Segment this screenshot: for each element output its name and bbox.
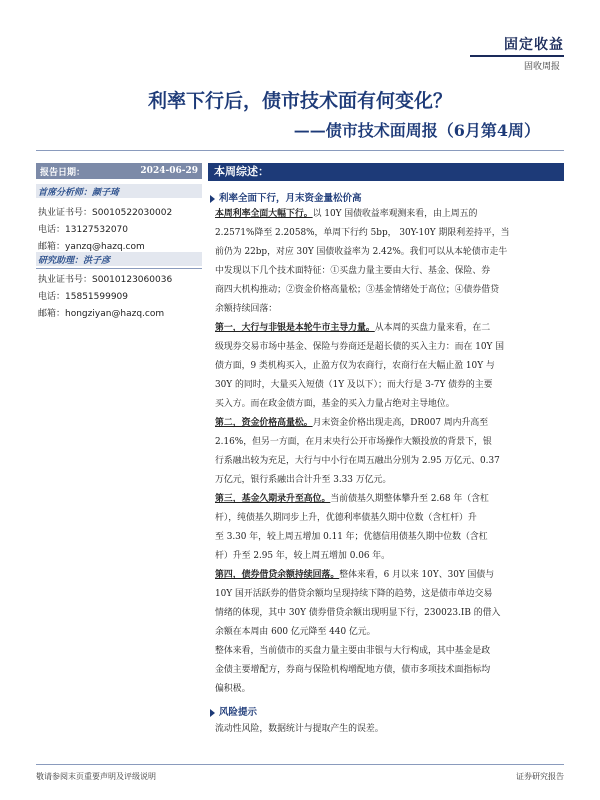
contact-divider <box>36 268 202 269</box>
paragraph-fourth <box>215 566 551 642</box>
footer-report-type: 证券研究报告 <box>516 772 564 781</box>
para-line: 30Y 的同时，大量买入短债（1Y 及以下）；而大行是 3-7Y 债券的主要 <box>215 380 493 390</box>
para-line <box>215 566 551 585</box>
para-line: 余额持续回落： <box>215 304 278 314</box>
footer-rule <box>36 764 564 765</box>
para-text: 当前债基久期整体攀升至 2.68 年（含杠 <box>330 494 489 504</box>
report-date-label: 报告日期： <box>40 167 86 178</box>
paragraph-overview <box>215 205 551 319</box>
para-line: 整体来看，当前债市的买盘力量主要由非银与大行构成，其中基金是政 <box>215 646 491 656</box>
page-subtitle: ——债市技术面周报（6月第4周） <box>293 121 540 140</box>
analyst-name: 颜子琦 <box>92 188 120 198</box>
bullet-risk <box>210 704 257 718</box>
header-rule <box>470 55 564 57</box>
paragraph-second <box>215 414 551 490</box>
bullet-risk-text: 风险提示 <box>219 707 258 718</box>
analyst-phone-value: 13127532070 <box>65 225 129 235</box>
assistant-email-link[interactable]: hongziyan@hazq.com <box>65 309 165 319</box>
para-lead: 本周利率全面大幅下行。 <box>215 209 313 219</box>
report-subcategory: 固收周报 <box>523 62 560 72</box>
assistant-role <box>38 253 110 266</box>
para-text: 整体来看，6 月以来 10Y、30Y 国债与 <box>339 570 495 580</box>
assistant-cert-label: 执业证书号： <box>38 275 93 285</box>
assistant-phone-value: 15851599909 <box>65 292 129 302</box>
para-line: 中发现以下几个技术面特征：①买盘力量主要由大行、基金、保险、券 <box>215 266 491 276</box>
para-text: 月末资金价格出现走高，DR007 周内升高至 <box>312 418 489 428</box>
para-line: 商四大机构推动；②资金价格高量松；③基金情绪处于高位；④债券借贷 <box>215 285 499 295</box>
assistant-cert <box>38 272 172 285</box>
para-line <box>215 319 551 338</box>
para-text: 从本周的买盘力量来看，在二 <box>374 323 491 333</box>
assistant-cert-value: S0010123060036 <box>92 275 173 285</box>
report-date: 2024-06-29 <box>140 166 198 176</box>
para-line: 前仍为 22bp，对应 30Y 国债收益率为 2.42%。我们可以从本轮债市走牛 <box>215 247 508 257</box>
analyst-email <box>38 239 145 252</box>
paragraph-first <box>215 319 551 414</box>
triangle-bullet-icon <box>210 195 215 203</box>
para-lead: 第二，资金价格高量松。 <box>215 418 313 428</box>
paragraph-conclusion <box>215 642 551 699</box>
analyst-email-link[interactable]: yanzq@hazq.com <box>65 242 145 252</box>
analyst-cert-value: S0010522030002 <box>92 208 173 218</box>
assistant-email-label: 邮箱： <box>38 309 66 319</box>
page-title: 利率下行后，债市技术面有何变化？ <box>147 90 452 112</box>
para-line: 金债主要增配方，券商与保险机构增配地方债，债市多项技术面指标均 <box>215 665 491 675</box>
analyst-email-label: 邮箱： <box>38 242 66 252</box>
para-line: 至 3.30 年，较上周五增加 0.11 年；优德信用债基久期中位数（含杠 <box>215 532 488 542</box>
analyst-cert <box>38 205 172 218</box>
para-line: 杆），纯债基久期同步上升，优德利率债基久期中位数（含杠杆）升 <box>215 513 477 523</box>
para-line: 余额在本周由 600 亿元降至 440 亿元。 <box>215 627 376 637</box>
para-lead: 第一，大行与非银是本轮牛市主导力量。 <box>215 323 375 333</box>
analyst-role <box>38 185 119 198</box>
section-title-band: 本周综述： <box>208 163 564 181</box>
para-lead: 第三，基金久期录升至高位。 <box>215 494 331 504</box>
risk-text: 流动性风险，数据统计与提取产生的误差。 <box>215 724 384 734</box>
bullet-summary <box>210 190 362 204</box>
analyst-phone <box>38 222 128 235</box>
title-divider <box>36 150 564 151</box>
analyst-phone-label: 电话： <box>38 225 66 235</box>
triangle-bullet-icon <box>210 709 215 717</box>
analyst-role-label: 首席分析师： <box>38 188 93 198</box>
paragraph-third <box>215 490 551 566</box>
para-line: 行系融出较为充足，大行与中小行在周五融出分别为 2.95 万亿元、0.37 <box>215 456 500 466</box>
footer-disclaimer: 敬请参阅末页重要声明及评级说明 <box>36 772 156 781</box>
report-category: 固定收益 <box>504 37 564 53</box>
bullet-summary-text: 利率全面下行，月末资金量松价高 <box>219 193 362 204</box>
para-line: 级现券交易市场中基金、保险与券商还是超长债的买入主力：而在 10Y 国 <box>215 342 505 352</box>
para-lead: 第四，债券借贷余额持续回落。 <box>215 570 340 580</box>
assistant-name: 洪子彦 <box>83 256 111 266</box>
assistant-phone-label: 电话： <box>38 292 66 302</box>
para-line: 债方面，9 类机构买入，止盈方仅为农商行，农商行在大幅止盈 10Y 与 <box>215 361 495 371</box>
para-line <box>215 490 551 509</box>
para-text: 以 10Y 国债收益率观测来看，由上周五的 <box>312 209 478 219</box>
para-line: 情绪的体现，其中 30Y 债券借贷余额出现明显下行，230023.IB 的借入 <box>215 608 501 618</box>
para-line: 10Y 国开活跃券的借贷余额均呈现持续下降的趋势，这是债市单边交易 <box>215 589 493 599</box>
para-line: 万亿元，银行系融出合计升至 3.33 万亿元。 <box>215 475 392 485</box>
assistant-phone <box>38 289 128 302</box>
para-line <box>215 414 551 433</box>
para-line <box>215 205 551 224</box>
para-line: 偏积极。 <box>215 684 251 694</box>
para-line: 买入方。而在政金债方面，基金的买入力量占绝对主导地位。 <box>215 399 455 409</box>
assistant-email <box>38 306 164 319</box>
report-date-band <box>36 163 202 179</box>
assistant-role-label: 研究助理： <box>38 256 84 266</box>
analyst-cert-label: 执业证书号： <box>38 208 93 218</box>
para-line: 2.2571%降至 2.2058%，单周下行约 5bp， 30Y-10Y 期限利差持平，当 <box>215 228 510 238</box>
para-line: 2.16%，但另一方面，在月末央行公开市场操作大额投放的背景下，银 <box>215 437 492 447</box>
para-line: 杆）升至 2.95 年，较上周五增加 0.06 年。 <box>215 551 391 561</box>
